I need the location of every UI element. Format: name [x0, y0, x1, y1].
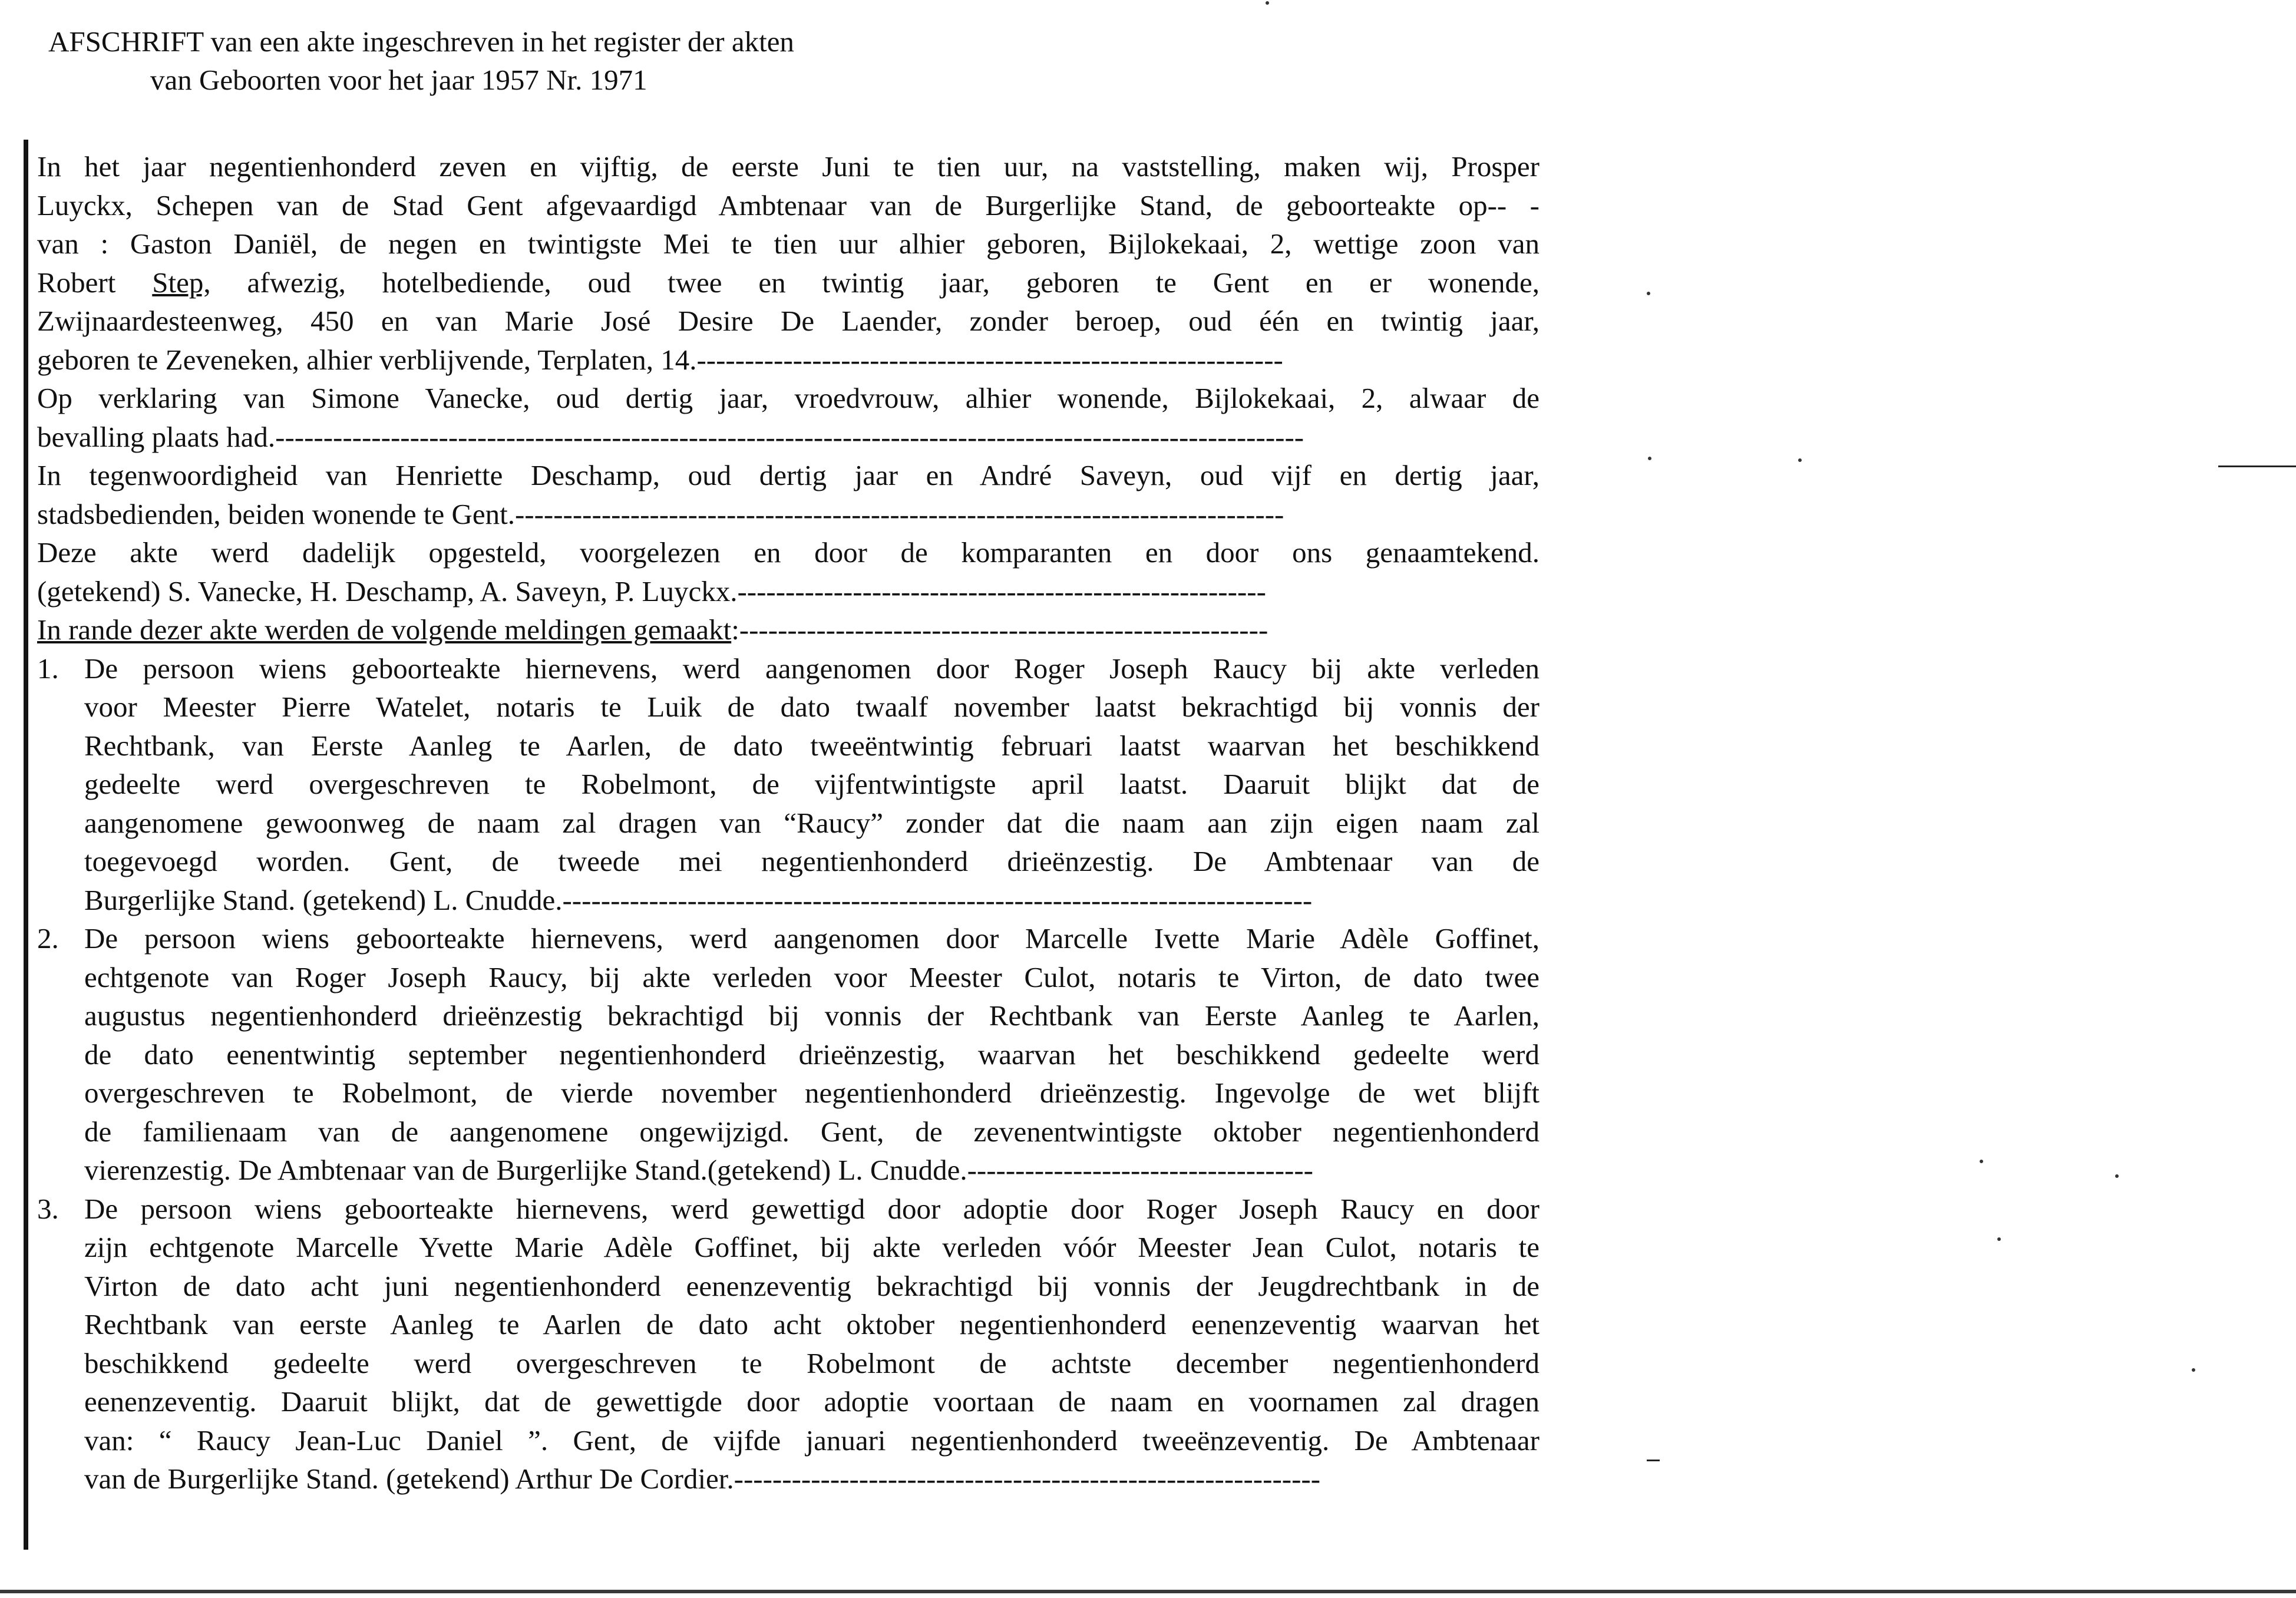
- text-line: echtgenote van Roger Joseph Raucy, bij akte verleden voor Meester Culot, notaris te Virton, de dato twee: [84, 960, 1540, 993]
- margin-notes-heading: In rande dezer akte werden de volgende meldingen gemaakt: [37, 613, 732, 646]
- text-line: (getekend) S. Vanecke, H. Deschamp, A. Saveyn, P. Luyckx.-------------------------------------------------------: [37, 575, 1266, 607]
- scan-speck: [1980, 1160, 1983, 1163]
- text-line: [37, 610, 1540, 649]
- header-title-line-2: van Geboorten voor het jaar 1957 Nr. 1971: [150, 64, 647, 96]
- text-line: stadsbedienden, beiden wonende te Gent.--------------------------------------------------------------------------------: [37, 497, 1284, 530]
- text-line: van: “ Raucy Jean-Luc Daniel ”. Gent, de vijfde januari negentienhonderd tweeënzeventig. De Ambtenaar: [84, 1424, 1540, 1457]
- header-title-line-1: AFSCHRIFT van een akte ingeschreven in het register der akten: [48, 25, 794, 58]
- scan-speck: [1647, 292, 1650, 295]
- left-margin-rule: [24, 140, 28, 1550]
- text-fragment: afwezig, hotelbediende, oud twee en twintig jaar, geboren te Gent en er wonende,: [247, 266, 1540, 299]
- scan-speck: [1266, 1, 1269, 5]
- text-line: toegevoegd worden. Gent, de tweede mei negentienhonderd drieënzestig. De Ambtenaar van de: [84, 845, 1540, 877]
- text-line: Rechtbank, van Eerste Aanleg te Aarlen, de dato tweeëntwintig februari laatst waarvan het beschikkend: [84, 729, 1540, 762]
- list-item-number: 3.: [37, 1192, 59, 1225]
- list-item: [37, 1190, 1540, 1498]
- scan-speck: [1997, 1237, 2001, 1241]
- text-line: Deze akte werd dadelijk opgesteld, voorgelezen en door de komparanten en door ons genaamtekend.: [37, 536, 1540, 569]
- text-line: Virton de dato acht juni negentienhonderd eenenzeventig bekrachtigd bij vonnis der Jeugdrechtbank in de: [84, 1269, 1540, 1302]
- scan-margin-mark: [2218, 465, 2296, 467]
- text-line: van de Burgerlijke Stand. (getekend) Arthur De Cordier.-------------------------------------------------------------: [84, 1462, 1321, 1495]
- text-line: In het jaar negentienhonderd zeven en vijftig, de eerste Juni te tien uur, na vaststelling, maken wij, Prosper: [37, 150, 1540, 183]
- text-line: Op verklaring van Simone Vanecke, oud dertig jaar, vroedvrouw, alhier wonende, Bijlokekaai, 2, alwaar de: [37, 382, 1540, 414]
- name-robert: Robert: [37, 266, 116, 299]
- text-line: aangenomene gewoonweg de naam zal dragen van “Raucy” zonder dat die naam aan zijn eigen naam zal: [84, 806, 1540, 839]
- scan-speck: [2115, 1174, 2119, 1178]
- list-item-number: 1.: [37, 652, 59, 685]
- paragraph-birth-record: [37, 147, 1540, 379]
- scan-speck: [2192, 1368, 2195, 1372]
- paragraph-witnesses: [37, 456, 1540, 533]
- text-line: De persoon wiens geboorteakte hiernevens, werd gewettigd door adoptie door Roger Joseph Raucy en door: [84, 1192, 1540, 1225]
- text-line: zijn echtgenote Marcelle Yvette Marie Adèle Goffinet, bij akte verleden vóór Meester Jean Culot, notaris te: [84, 1231, 1540, 1263]
- bottom-border-rule: [0, 1590, 2296, 1593]
- text-line: geboren te Zeveneken, alhier verblijvende, Terplaten, 14.-------------------------------------------------------------: [37, 343, 1283, 376]
- list-item-number: 2.: [37, 922, 59, 955]
- text-line: bevalling plaats had.-----------------------------------------------------------------------------------------------------------: [37, 420, 1304, 453]
- text-line: De persoon wiens geboorteakte hiernevens, werd aangenomen door Marcelle Ivette Marie Adèle Goffinet,: [84, 922, 1540, 955]
- text-line: augustus negentienhonderd drieënzestig bekrachtigd bij vonnis der Rechtbank van Eerste Aanleg te Aarlen,: [84, 999, 1540, 1032]
- text-line: gedeelte werd overgeschreven te Robelmont, de vijfentwintigste april laatst. Daaruit blijkt dat de: [84, 768, 1540, 800]
- text-line: de familienaam van de aangenomene ongewijzigd. Gent, de zevenentwintigste oktober negentienhonderd: [84, 1115, 1540, 1148]
- text-fragment: :-------------------------------------------------------: [731, 613, 1268, 646]
- text-line: voor Meester Pierre Watelet, notaris te Luik de dato twaalf november laatst bekrachtigd bij vonnis der: [84, 691, 1540, 723]
- text-line: beschikkend gedeelte werd overgeschreven te Robelmont de achtste december negentienhonderd: [84, 1346, 1540, 1379]
- text-line: van : Gaston Daniël, de negen en twintigste Mei te tien uur alhier geboren, Bijlokekaai, 2, wettige zoon van: [37, 227, 1540, 260]
- text-line: Zwijnaardesteenweg, 450 en van Marie José Desire De Laender, zonder beroep, oud één en twintig jaar,: [37, 305, 1540, 337]
- text-line: eenenzeventig. Daaruit blijkt, dat de gewettigde door adoptie voortaan de naam en voornamen zal dragen: [84, 1385, 1540, 1418]
- text-line: Burgerlijke Stand. (getekend) L. Cnudde.------------------------------------------------------------------------------: [84, 883, 1313, 916]
- text-line: vierenzestig. De Ambtenaar van de Burgerlijke Stand.(getekend) L. Cnudde.------------------------------------: [84, 1154, 1313, 1186]
- paragraph-declaration: [37, 379, 1540, 456]
- list-item: [37, 919, 1540, 1190]
- scan-margin-mark: [1647, 1460, 1660, 1461]
- document-body: [37, 147, 1540, 1498]
- paragraph-signatures: [37, 533, 1540, 610]
- text-line: In tegenwoordigheid van Henriette Deschamp, oud dertig jaar en André Saveyn, oud vijf en dertig jaar,: [37, 459, 1540, 491]
- scan-speck: [1648, 457, 1651, 460]
- text-line: [37, 263, 1540, 302]
- text-line: de dato eenentwintig september negentienhonderd drieënzestig, waarvan het beschikkend gedeelte werd: [84, 1038, 1540, 1071]
- text-line: Rechtbank van eerste Aanleg te Aarlen de dato acht oktober negentienhonderd eenenzeventig waarvan het: [84, 1308, 1540, 1341]
- text-line: overgeschreven te Robelmont, de vierde november negentienhonderd drieënzestig. Ingevolge de wet blijft: [84, 1077, 1540, 1109]
- text-line: Luyckx, Schepen van de Stad Gent afgevaardigd Ambtenaar van de Burgerlijke Stand, de geboorteakte op-- -: [37, 189, 1540, 222]
- scan-speck: [1798, 458, 1802, 462]
- text-line: De persoon wiens geboorteakte hiernevens, werd aangenomen door Roger Joseph Raucy bij akte verleden: [84, 652, 1540, 685]
- paragraph-margin-notes-heading: [37, 610, 1540, 649]
- list-item: [37, 649, 1540, 920]
- name-step-underlined: Step,: [152, 266, 211, 299]
